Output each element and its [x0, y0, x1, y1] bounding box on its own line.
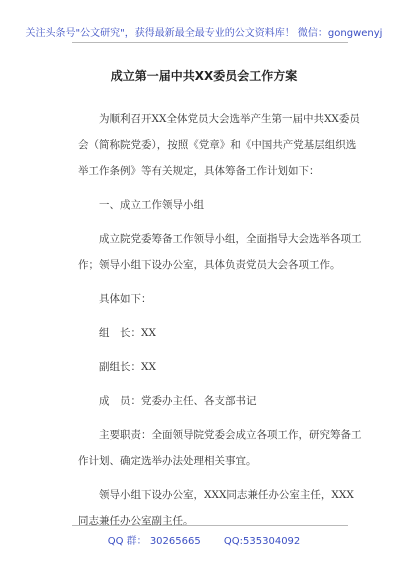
paragraph-details-label: 具体如下： [99, 293, 152, 305]
document-title: 成立第一届中共XX委员会工作方案 [110, 69, 298, 83]
paragraph-deputy: 副组长：XX [99, 361, 156, 373]
section-heading: 一、成立工作领导小组 [99, 199, 204, 211]
paragraph-office: 领导小组下设办公室，XXX同志兼任办公室主任，XXX同志兼任办公室副主任。 [78, 489, 354, 527]
paragraph-members: 成 员：党委办主任、各支部书记 [99, 395, 257, 407]
footer [0, 532, 408, 547]
document-body [78, 106, 364, 534]
paragraph-intro: 为顺利召开XX全体党员大会选举产生第一届中共XX委员会（简称院党委），按照《党章》和《中国共产党基层组织选举工作条例》等有关规定，具体筹备工作计划如下： [78, 113, 360, 177]
footer-qq-group: QQ 群： 30265665 [107, 536, 201, 547]
footer-divider [72, 525, 348, 526]
footer-qq-number: QQ:535304092 [223, 536, 301, 547]
paragraph-leader: 组 长：XX [99, 327, 156, 339]
paragraph-leading-group: 成立院党委筹备工作领导小组，全面指导大会选举各项工作；领导小组下设办公室，具体负责党员大会各项工作。 [78, 233, 362, 271]
header-note: 关注头条号"公文研究"，获得最新最全最专业的公文资料库！ 微信：gongwenyj [25, 28, 383, 39]
header-divider [72, 42, 348, 43]
paragraph-duties: 主要职责：全面领导院党委会成立各项工作，研究筹备工作计划、确定选举办法处理相关事宜。 [78, 429, 362, 467]
